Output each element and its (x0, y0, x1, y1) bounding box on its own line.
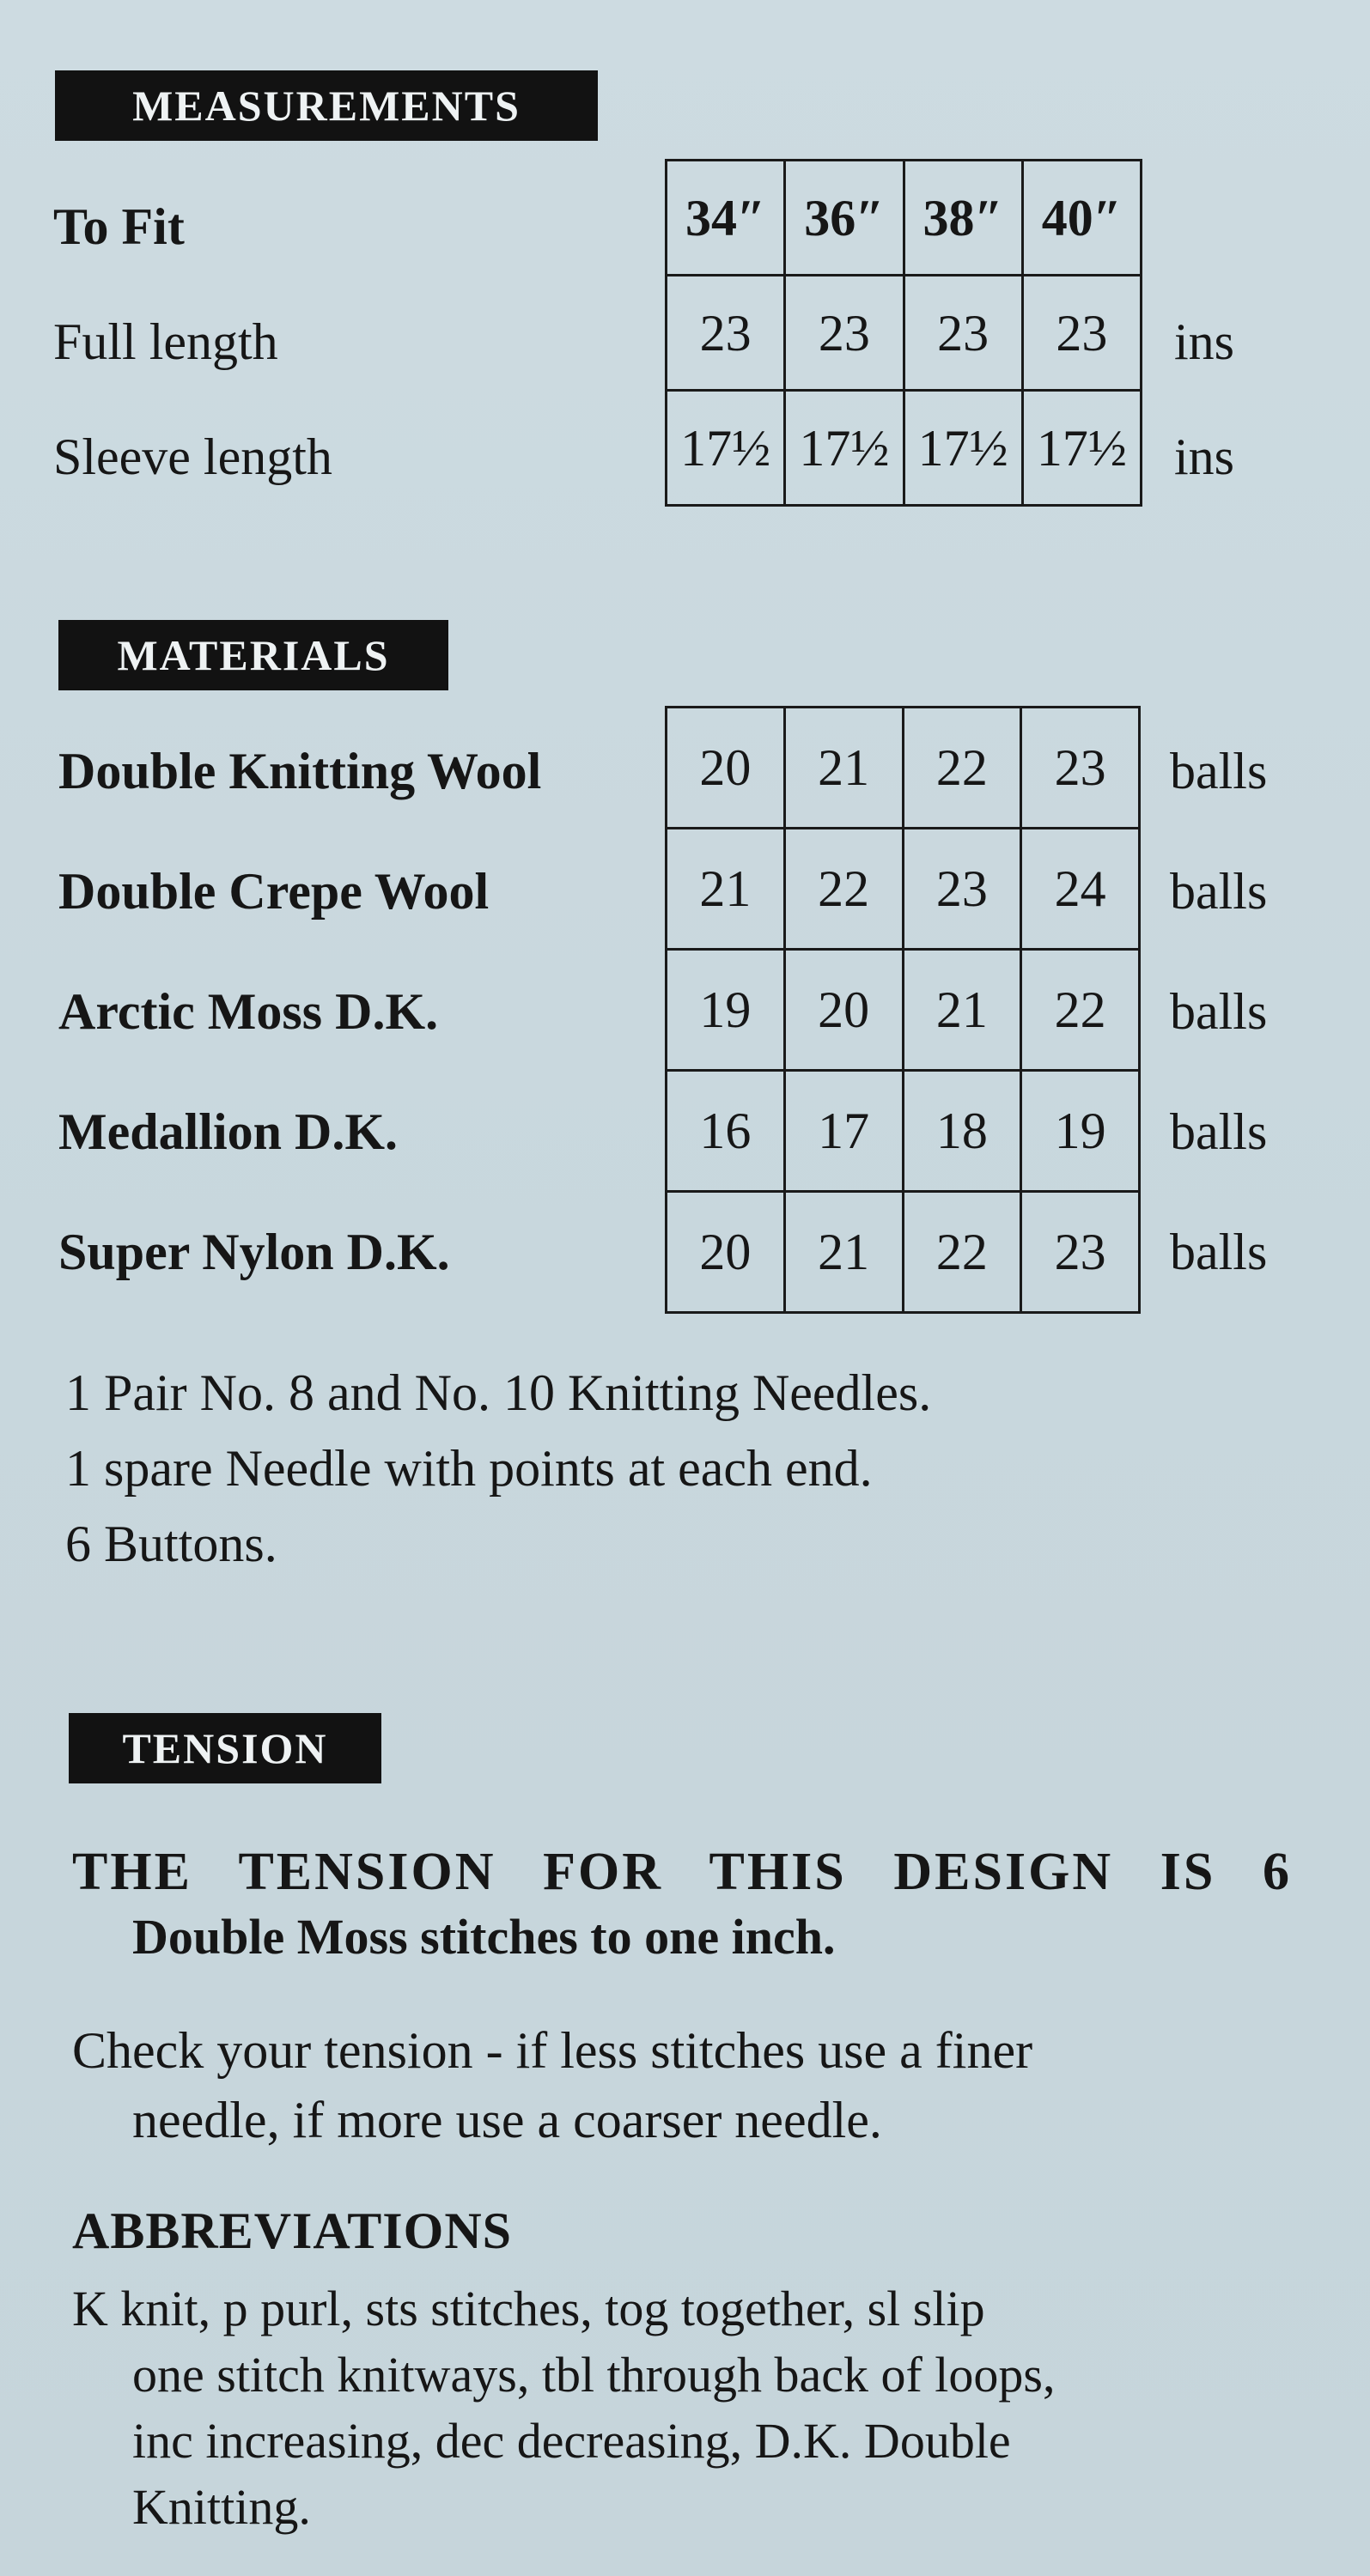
abbreviations-heading: ABBREVIATIONS (72, 2202, 513, 2259)
table-row (667, 829, 1140, 950)
table-cell: 23 (1021, 708, 1140, 829)
materials-heading: MATERIALS (58, 620, 448, 690)
tension-statement-line: Double Moss stitches to one inch. (132, 1908, 836, 1965)
material-label: Double Crepe Wool (58, 863, 490, 920)
table-cell: 20 (667, 708, 785, 829)
table-cell: 23 (904, 276, 1022, 391)
spare-needle-note: 1 spare Needle with points at each end. (65, 1440, 873, 1497)
unit-label: balls (1170, 983, 1268, 1040)
table-row (667, 161, 1142, 276)
table-cell: 22 (903, 1192, 1021, 1313)
size-36-cell: 36″ (785, 161, 904, 276)
table-row (667, 708, 1140, 829)
abbreviation-line: one stitch knitways, tbl through back of loops, (132, 2347, 1056, 2403)
sleeve-length-label: Sleeve length (53, 428, 332, 485)
table-cell: 18 (903, 1071, 1021, 1192)
materials-table (665, 706, 1141, 1314)
tension-statement-line: THE TENSION FOR THIS DESIGN IS 6 (72, 1843, 1292, 1901)
unit-label: balls (1170, 743, 1268, 799)
abbreviation-line: Knitting. (132, 2479, 311, 2536)
unit-label: balls (1170, 1103, 1268, 1160)
full-length-label: Full length (53, 313, 278, 370)
to-fit-label: To Fit (53, 198, 185, 255)
table-cell: 21 (784, 708, 903, 829)
abbreviation-line: K knit, p purl, sts stitches, tog together, sl slip (72, 2281, 985, 2336)
table-cell: 21 (784, 1192, 903, 1313)
table-cell: 19 (1021, 1071, 1140, 1192)
table-row (667, 1071, 1140, 1192)
table-cell: 19 (667, 950, 785, 1071)
material-label: Double Knitting Wool (58, 743, 542, 799)
table-cell: 23 (903, 829, 1021, 950)
abbreviation-line: inc increasing, dec decreasing, D.K. Double (132, 2413, 1011, 2470)
table-cell: 23 (667, 276, 785, 391)
tension-check-line: Check your tension - if less stitches use a finer (72, 2022, 1033, 2079)
table-cell: 21 (667, 829, 785, 950)
table-cell: 20 (784, 950, 903, 1071)
material-label: Super Nylon D.K. (58, 1224, 450, 1280)
measurements-heading: MEASUREMENTS (55, 70, 598, 141)
unit-label: balls (1170, 1224, 1268, 1280)
unit-label: balls (1170, 863, 1268, 920)
table-cell: 23 (1022, 276, 1141, 391)
table-cell: 21 (903, 950, 1021, 1071)
table-cell: 22 (1021, 950, 1140, 1071)
table-row (667, 276, 1142, 391)
table-cell: 17 (784, 1071, 903, 1192)
measurements-table (665, 159, 1142, 507)
unit-label: ins (1174, 313, 1235, 370)
table-cell: 17½ (1022, 391, 1141, 506)
table-cell: 22 (903, 708, 1021, 829)
size-38-cell: 38″ (904, 161, 1022, 276)
tension-heading: TENSION (69, 1713, 381, 1783)
buttons-note: 6 Buttons. (65, 1516, 277, 1572)
tension-check-text (72, 2016, 1292, 2155)
tension-statement (72, 1839, 1292, 1968)
table-cell: 17½ (904, 391, 1022, 506)
material-label: Arctic Moss D.K. (58, 983, 439, 1040)
abbreviations-text (72, 2275, 1292, 2541)
size-34-cell: 34″ (667, 161, 785, 276)
size-40-cell: 40″ (1022, 161, 1141, 276)
table-cell: 23 (1021, 1192, 1140, 1313)
needles-note: 1 Pair No. 8 and No. 10 Knitting Needles. (65, 1364, 932, 1421)
tension-check-line: needle, if more use a coarser needle. (132, 2092, 882, 2148)
table-cell: 24 (1021, 829, 1140, 950)
table-row (667, 391, 1142, 506)
unit-label: ins (1174, 428, 1235, 485)
table-row (667, 950, 1140, 1071)
table-cell: 20 (667, 1192, 785, 1313)
table-row (667, 1192, 1140, 1313)
table-cell: 16 (667, 1071, 785, 1192)
table-cell: 23 (785, 276, 904, 391)
table-cell: 17½ (667, 391, 785, 506)
table-cell: 17½ (785, 391, 904, 506)
material-label: Medallion D.K. (58, 1103, 399, 1160)
table-cell: 22 (784, 829, 903, 950)
